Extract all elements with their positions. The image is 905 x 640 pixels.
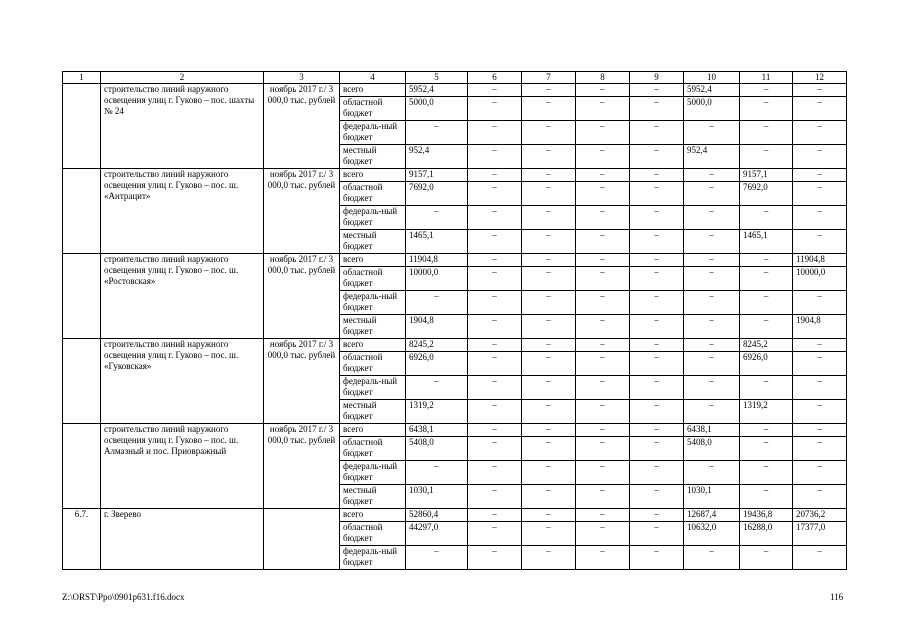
item-number-cell xyxy=(63,339,101,424)
value-cell: – xyxy=(522,546,576,570)
value-cell: 10632,0 xyxy=(684,522,740,546)
budget-source-cell: федераль-ный бюджет xyxy=(340,291,406,315)
value-cell: – xyxy=(406,291,468,315)
value-cell: – xyxy=(576,352,630,376)
value-cell: – xyxy=(406,121,468,145)
value-cell: – xyxy=(793,424,847,437)
value-cell: – xyxy=(630,509,684,522)
value-cell: – xyxy=(684,352,740,376)
value-cell: 5000,0 xyxy=(684,97,740,121)
value-cell: 5408,0 xyxy=(406,437,468,461)
value-cell: – xyxy=(684,182,740,206)
table-row xyxy=(63,424,847,437)
value-cell: – xyxy=(630,315,684,339)
value-cell: – xyxy=(576,291,630,315)
budget-source-cell: областной бюджет xyxy=(340,437,406,461)
value-cell: 1465,1 xyxy=(406,230,468,254)
value-cell: – xyxy=(522,315,576,339)
budget-source-cell: всего xyxy=(340,254,406,267)
value-cell: – xyxy=(793,485,847,509)
value-cell: – xyxy=(793,182,847,206)
value-cell: 952,4 xyxy=(406,145,468,169)
item-term-cell: ноябрь 2017 г./ 3 000,0 тыс. рублей xyxy=(264,424,340,509)
header-cell: 3 xyxy=(264,72,340,84)
table-row xyxy=(63,169,847,182)
value-cell: – xyxy=(522,206,576,230)
item-term-cell: ноябрь 2017 г./ 3 000,0 тыс. рублей xyxy=(264,254,340,339)
value-cell: – xyxy=(684,400,740,424)
budget-source-cell: всего xyxy=(340,509,406,522)
item-description-cell: строительство линий наружного освещения улиц г. Гуково – пос. шахты № 24 xyxy=(101,84,264,169)
value-cell: 1030,1 xyxy=(406,485,468,509)
value-cell: – xyxy=(740,97,793,121)
value-cell: – xyxy=(630,145,684,169)
budget-source-cell: местный бюджет xyxy=(340,145,406,169)
value-cell: – xyxy=(740,315,793,339)
value-cell: – xyxy=(576,546,630,570)
value-cell: – xyxy=(630,352,684,376)
item-description-cell: строительство линий наружного освещения улиц г. Гуково – пос. ш. «Ростовская» xyxy=(101,254,264,339)
table-row xyxy=(63,509,847,522)
value-cell: – xyxy=(522,254,576,267)
value-cell: 16288,0 xyxy=(740,522,793,546)
value-cell: 20736,2 xyxy=(793,509,847,522)
value-cell: 10000,0 xyxy=(793,267,847,291)
value-cell: – xyxy=(630,339,684,352)
value-cell: – xyxy=(793,97,847,121)
value-cell: – xyxy=(468,121,522,145)
value-cell: – xyxy=(740,437,793,461)
value-cell: – xyxy=(522,84,576,97)
header-cell: 1 xyxy=(63,72,101,84)
value-cell: – xyxy=(630,121,684,145)
value-cell: – xyxy=(740,424,793,437)
header-row xyxy=(63,72,847,84)
item-term-cell: ноябрь 2017 г./ 3 000,0 тыс. рублей xyxy=(264,84,340,169)
value-cell: – xyxy=(468,97,522,121)
value-cell: – xyxy=(576,315,630,339)
value-cell: – xyxy=(793,546,847,570)
value-cell: – xyxy=(522,97,576,121)
value-cell: – xyxy=(740,84,793,97)
value-cell: – xyxy=(576,182,630,206)
value-cell: – xyxy=(468,84,522,97)
value-cell: – xyxy=(793,145,847,169)
value-cell: 11904,8 xyxy=(406,254,468,267)
budget-source-cell: областной бюджет xyxy=(340,352,406,376)
item-term-cell xyxy=(264,509,340,570)
budget-source-cell: областной бюджет xyxy=(340,97,406,121)
budget-source-cell: местный бюджет xyxy=(340,485,406,509)
value-cell: – xyxy=(576,485,630,509)
table-row xyxy=(63,84,847,97)
budget-source-cell: областной бюджет xyxy=(340,522,406,546)
value-cell: – xyxy=(793,291,847,315)
value-cell: – xyxy=(468,424,522,437)
value-cell: – xyxy=(522,376,576,400)
value-cell: – xyxy=(522,461,576,485)
value-cell: 1904,8 xyxy=(793,315,847,339)
value-cell: – xyxy=(468,376,522,400)
value-cell: – xyxy=(468,145,522,169)
value-cell: – xyxy=(630,254,684,267)
value-cell: – xyxy=(522,485,576,509)
value-cell: – xyxy=(468,169,522,182)
budget-source-cell: федераль-ный бюджет xyxy=(340,376,406,400)
value-cell: – xyxy=(684,121,740,145)
value-cell: – xyxy=(630,437,684,461)
header-cell: 9 xyxy=(630,72,684,84)
budget-table xyxy=(62,71,847,570)
budget-source-cell: федераль-ный бюджет xyxy=(340,461,406,485)
header-cell: 2 xyxy=(101,72,264,84)
value-cell: – xyxy=(793,461,847,485)
value-cell: – xyxy=(684,461,740,485)
budget-source-cell: федераль-ный бюджет xyxy=(340,546,406,570)
value-cell: – xyxy=(630,97,684,121)
value-cell: 10000,0 xyxy=(406,267,468,291)
value-cell: – xyxy=(522,522,576,546)
value-cell: 17377,0 xyxy=(793,522,847,546)
value-cell: 11904,8 xyxy=(793,254,847,267)
value-cell: – xyxy=(522,230,576,254)
value-cell: 9157,1 xyxy=(740,169,793,182)
value-cell: – xyxy=(406,461,468,485)
value-cell: 1465,1 xyxy=(740,230,793,254)
value-cell: – xyxy=(630,376,684,400)
header-cell: 10 xyxy=(684,72,740,84)
budget-source-cell: местный бюджет xyxy=(340,400,406,424)
value-cell: – xyxy=(468,339,522,352)
value-cell: – xyxy=(576,206,630,230)
header-cell: 7 xyxy=(522,72,576,84)
value-cell: – xyxy=(630,485,684,509)
value-cell: – xyxy=(468,182,522,206)
value-cell: – xyxy=(630,267,684,291)
budget-source-cell: областной бюджет xyxy=(340,182,406,206)
value-cell: 6438,1 xyxy=(684,424,740,437)
value-cell: – xyxy=(406,206,468,230)
value-cell: – xyxy=(684,169,740,182)
value-cell: – xyxy=(576,424,630,437)
value-cell: – xyxy=(576,84,630,97)
value-cell: – xyxy=(684,267,740,291)
value-cell: – xyxy=(740,485,793,509)
value-cell: – xyxy=(740,254,793,267)
value-cell: 6926,0 xyxy=(406,352,468,376)
value-cell: – xyxy=(576,97,630,121)
value-cell: – xyxy=(576,461,630,485)
value-cell: – xyxy=(522,400,576,424)
item-number-cell: 6.7. xyxy=(63,509,101,570)
value-cell: – xyxy=(793,400,847,424)
table-body xyxy=(63,72,847,570)
value-cell: – xyxy=(522,352,576,376)
value-cell: – xyxy=(468,546,522,570)
value-cell: – xyxy=(468,315,522,339)
item-number-cell xyxy=(63,424,101,509)
budget-source-cell: федераль-ный бюджет xyxy=(340,121,406,145)
value-cell: – xyxy=(468,461,522,485)
value-cell: – xyxy=(740,546,793,570)
value-cell: – xyxy=(576,522,630,546)
value-cell: – xyxy=(630,169,684,182)
value-cell: – xyxy=(468,267,522,291)
item-description-cell: строительство линий наружного освещения улиц г. Гуково – пос. ш. «Гуковская» xyxy=(101,339,264,424)
value-cell: – xyxy=(740,121,793,145)
value-cell: – xyxy=(630,522,684,546)
value-cell: – xyxy=(740,267,793,291)
value-cell: 1319,2 xyxy=(406,400,468,424)
value-cell: – xyxy=(406,376,468,400)
header-cell: 5 xyxy=(406,72,468,84)
budget-source-cell: всего xyxy=(340,169,406,182)
budget-source-cell: местный бюджет xyxy=(340,230,406,254)
value-cell: – xyxy=(522,121,576,145)
value-cell: – xyxy=(406,546,468,570)
value-cell: – xyxy=(793,230,847,254)
value-cell: 7692,0 xyxy=(406,182,468,206)
value-cell: – xyxy=(522,424,576,437)
item-number-cell xyxy=(63,169,101,254)
budget-source-cell: всего xyxy=(340,84,406,97)
value-cell: – xyxy=(576,437,630,461)
value-cell: – xyxy=(468,437,522,461)
value-cell: – xyxy=(793,206,847,230)
item-term-cell: ноябрь 2017 г./ 3 000,0 тыс. рублей xyxy=(264,339,340,424)
value-cell: – xyxy=(740,376,793,400)
value-cell: – xyxy=(468,206,522,230)
header-cell: 4 xyxy=(340,72,406,84)
value-cell: – xyxy=(740,291,793,315)
value-cell: – xyxy=(468,522,522,546)
value-cell: – xyxy=(522,509,576,522)
value-cell: – xyxy=(522,182,576,206)
value-cell: – xyxy=(684,376,740,400)
value-cell: – xyxy=(793,121,847,145)
value-cell: – xyxy=(740,206,793,230)
item-description-cell: строительство линий наружного освещения улиц г. Гуково – пос. ш. «Антрацит» xyxy=(101,169,264,254)
value-cell: 952,4 xyxy=(684,145,740,169)
value-cell: – xyxy=(576,509,630,522)
value-cell: – xyxy=(740,461,793,485)
value-cell: 1904,8 xyxy=(406,315,468,339)
value-cell: 6438,1 xyxy=(406,424,468,437)
value-cell: – xyxy=(740,145,793,169)
value-cell: 1319,2 xyxy=(740,400,793,424)
value-cell: 1030,1 xyxy=(684,485,740,509)
value-cell: – xyxy=(468,352,522,376)
value-cell: – xyxy=(630,424,684,437)
value-cell: – xyxy=(630,230,684,254)
value-cell: – xyxy=(576,400,630,424)
value-cell: – xyxy=(576,169,630,182)
value-cell: – xyxy=(468,291,522,315)
header-cell: 12 xyxy=(793,72,847,84)
value-cell: – xyxy=(576,230,630,254)
header-cell: 6 xyxy=(468,72,522,84)
footer-file-path: Z:\ORST\Ppo\0901p631.f16.docx xyxy=(62,592,185,602)
value-cell: 6926,0 xyxy=(740,352,793,376)
value-cell: – xyxy=(522,169,576,182)
value-cell: – xyxy=(576,145,630,169)
value-cell: – xyxy=(468,400,522,424)
value-cell: – xyxy=(630,84,684,97)
value-cell: – xyxy=(684,339,740,352)
item-description-cell: строительство линий наружного освещения улиц г. Гуково – пос. ш. Алмазный и пос. Приовражный xyxy=(101,424,264,509)
budget-source-cell: всего xyxy=(340,339,406,352)
value-cell: – xyxy=(522,267,576,291)
value-cell: – xyxy=(630,206,684,230)
table-row xyxy=(63,339,847,352)
value-cell: – xyxy=(468,509,522,522)
value-cell: 8245,2 xyxy=(740,339,793,352)
value-cell: – xyxy=(522,145,576,169)
value-cell: – xyxy=(576,121,630,145)
value-cell: – xyxy=(630,182,684,206)
header-cell: 11 xyxy=(740,72,793,84)
value-cell: – xyxy=(522,291,576,315)
budget-source-cell: местный бюджет xyxy=(340,315,406,339)
value-cell: – xyxy=(468,254,522,267)
value-cell: – xyxy=(468,230,522,254)
value-cell: – xyxy=(630,400,684,424)
budget-source-cell: всего xyxy=(340,424,406,437)
value-cell: – xyxy=(522,437,576,461)
value-cell: – xyxy=(684,254,740,267)
value-cell: – xyxy=(630,546,684,570)
value-cell: 8245,2 xyxy=(406,339,468,352)
value-cell: – xyxy=(630,291,684,315)
item-number-cell xyxy=(63,84,101,169)
value-cell: – xyxy=(684,206,740,230)
item-term-cell: ноябрь 2017 г./ 3 000,0 тыс. рублей xyxy=(264,169,340,254)
value-cell: – xyxy=(684,230,740,254)
value-cell: – xyxy=(793,352,847,376)
value-cell: 5952,4 xyxy=(684,84,740,97)
value-cell: – xyxy=(468,485,522,509)
value-cell: 7692,0 xyxy=(740,182,793,206)
value-cell: 9157,1 xyxy=(406,169,468,182)
header-cell: 8 xyxy=(576,72,630,84)
value-cell: – xyxy=(576,376,630,400)
item-number-cell xyxy=(63,254,101,339)
value-cell: – xyxy=(684,315,740,339)
value-cell: – xyxy=(793,84,847,97)
table-row xyxy=(63,254,847,267)
value-cell: – xyxy=(576,254,630,267)
value-cell: 19436,8 xyxy=(740,509,793,522)
value-cell: – xyxy=(630,461,684,485)
value-cell: 52860,4 xyxy=(406,509,468,522)
value-cell: 5408,0 xyxy=(684,437,740,461)
value-cell: 5952,4 xyxy=(406,84,468,97)
value-cell: 5000,0 xyxy=(406,97,468,121)
value-cell: – xyxy=(522,339,576,352)
item-description-cell: г. Зверево xyxy=(101,509,264,570)
value-cell: – xyxy=(793,376,847,400)
value-cell: 44297,0 xyxy=(406,522,468,546)
footer-page-number: 116 xyxy=(830,592,844,602)
value-cell: – xyxy=(576,339,630,352)
value-cell: – xyxy=(793,169,847,182)
value-cell: – xyxy=(684,291,740,315)
value-cell: – xyxy=(793,339,847,352)
budget-source-cell: федераль-ный бюджет xyxy=(340,206,406,230)
value-cell: – xyxy=(576,267,630,291)
budget-source-cell: областной бюджет xyxy=(340,267,406,291)
value-cell: – xyxy=(793,437,847,461)
value-cell: – xyxy=(684,546,740,570)
value-cell: 12687,4 xyxy=(684,509,740,522)
